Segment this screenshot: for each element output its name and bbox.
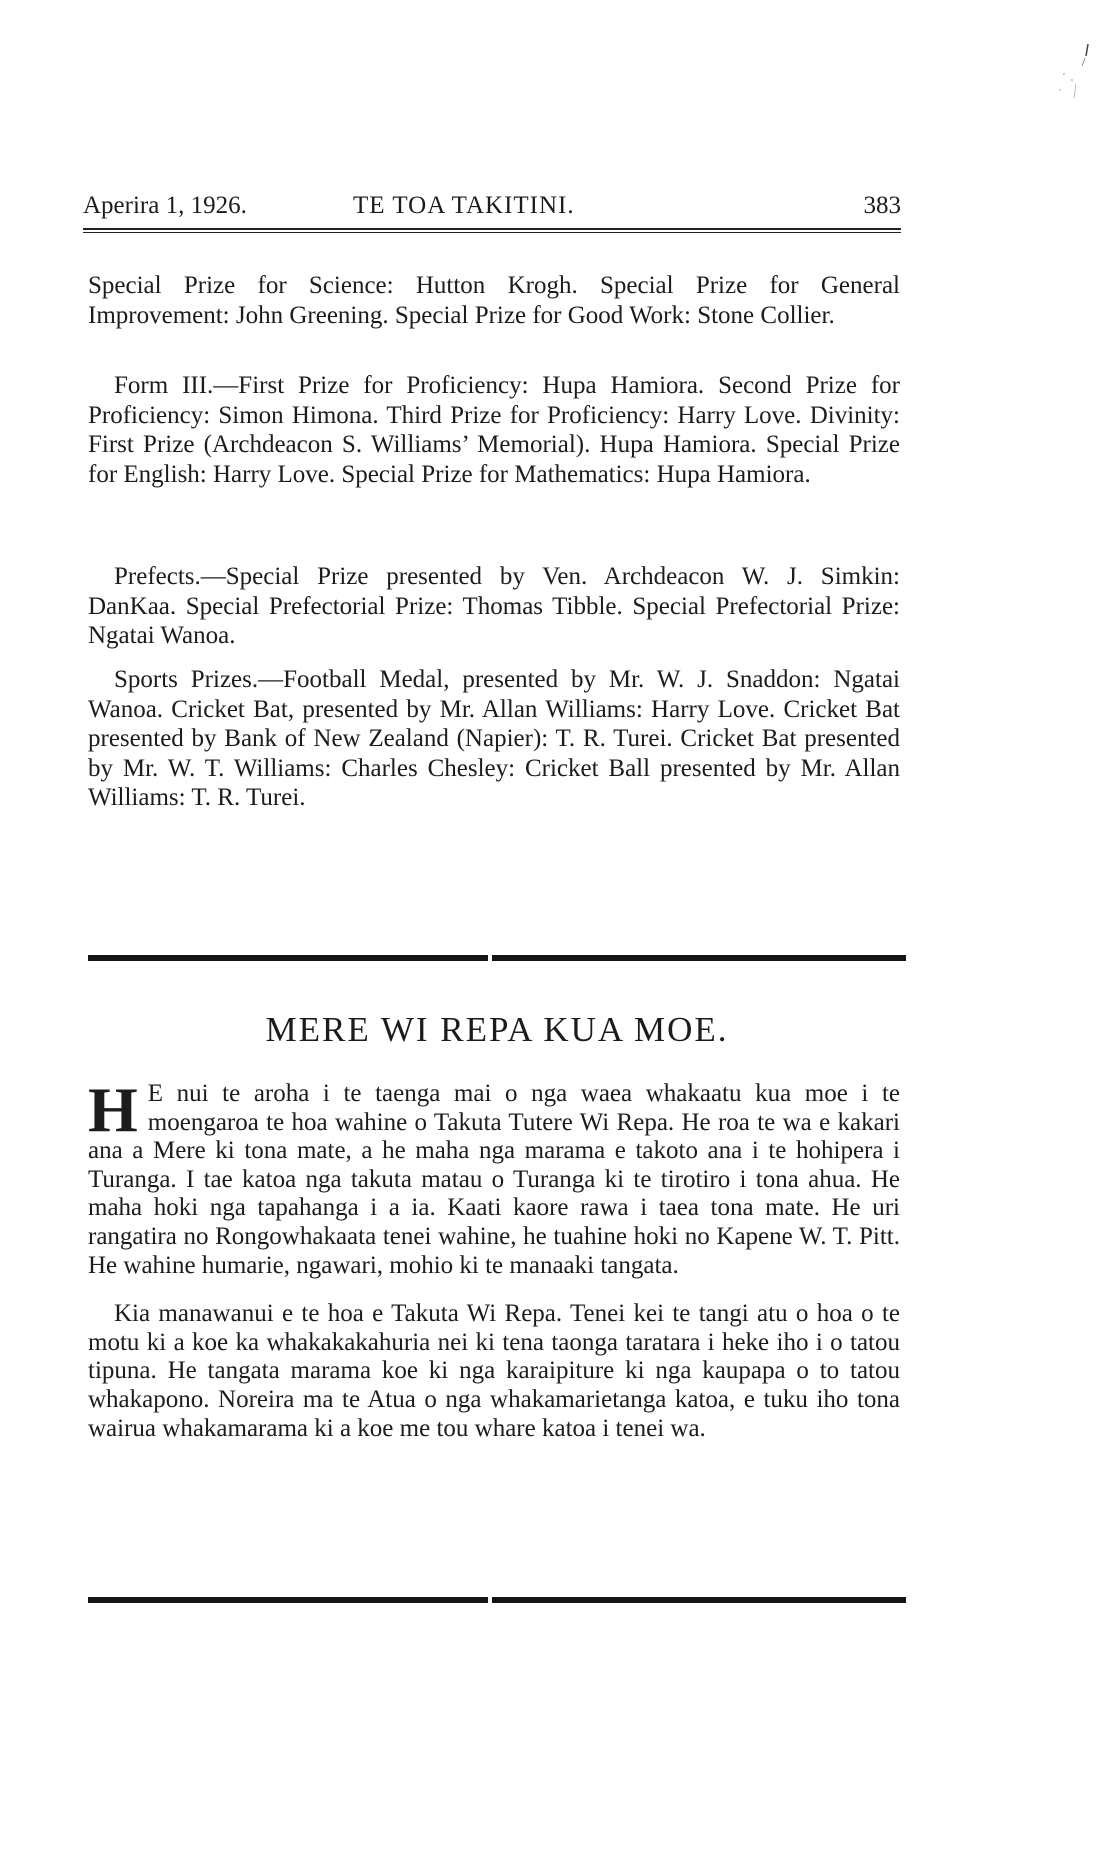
header-publication-title: TE TOA TAKITINI. [353, 192, 575, 219]
section-divider-bottom [88, 1597, 906, 1603]
scan-speck-mark [1052, 40, 1092, 110]
header-rule [83, 228, 901, 233]
header-date: Aperira 1, 1926. [83, 192, 247, 219]
article-paragraph-2: Kia manawanui e te hoa e Takuta Wi Repa. Tenei kei te tangi atu o hoa o te motu ki a koe ka whakakakahuria nei ki tena taonga taratara i heke iho i o tatou tipuna. He tangata marama koe ki nga karaipiture ki nga kaupapa o to tatou whakapono. Noreira ma te Atua o nga whakamarietanga katoa, e tuku iho tona wairua whakamarama ki a koe me tou whare katoa i tenei wa. [88, 1300, 900, 1442]
article-body [88, 1074, 900, 1443]
science-prizes-section [88, 271, 900, 330]
article-title: MERE WI REPA KUA MOE. [265, 1010, 729, 1049]
prefects-prizes-section [88, 562, 900, 651]
section-divider-top [88, 955, 906, 961]
sports-prizes-section [88, 665, 900, 813]
sports-prizes-paragraph: Sports Prizes.—Football Medal, presented by Mr. W. J. Snaddon: Ngatai Wanoa. Cricket Bat, presented by Mr. Allan Williams: Harry Love. Cricket Bat presented by Bank of New Zealand (Napier): T. R. Turei. Cricket Bat presented by Mr. W. T. Williams: Charles Chesley: Cricket Ball presented by Mr. Allan Williams: T. R. Turei. [88, 666, 900, 811]
science-prizes-paragraph: Special Prize for Science: Hutton Krogh. Special Prize for General Improvement: John Greening. Special Prize for Good Work: Stone Collier. [88, 272, 900, 329]
header-page-number: 383 [863, 192, 901, 219]
article-paragraph-1-text: E nui te aroha i te taenga mai o nga waea whakaatu kua moe i te moengaroa te hoa wahine o Takuta Tutere Wi Repa. He roa te wa e kakari ana a Mere ki tona mate, a he maha nga marama e takoto ana i te hohipera i Turanga. I tae katoa nga takuta matau o Turanga ki te tirotiro i tona ahua. He maha hoki nga tapahanga i a ia. Kaati kaore rawa i taea tona mate. He uri rangatira no Rongowhakaata tenei wahine, he tuahine hoki no Kapene W. T. Pitt. He wahine humarie, ngawari, mohio ki te manaaki tangata. [88, 1080, 900, 1279]
form3-prizes-paragraph: Form III.—First Prize for Proficiency: Hupa Hamiora. Second Prize for Proficiency: Simon Himona. Third Prize for Proficiency: Harry Love. Divinity: First Prize (Archdeacon S. Williams’ Memorial). Hupa Hamiora. Special Prize for English: Harry Love. Special Prize for Mathematics: Hupa Hamiora. [88, 372, 900, 488]
article-paragraph-1 [88, 1074, 900, 1280]
page-header [83, 192, 901, 226]
form3-prizes-section [88, 371, 900, 489]
prefects-prizes-paragraph: Prefects.—Special Prize presented by Ven. Archdeacon W. J. Simkin: DanKaa. Special Prefectorial Prize: Thomas Tibble. Special Prefectorial Prize: Ngatai Wanoa. [88, 563, 900, 649]
drop-cap: H [88, 1074, 138, 1145]
